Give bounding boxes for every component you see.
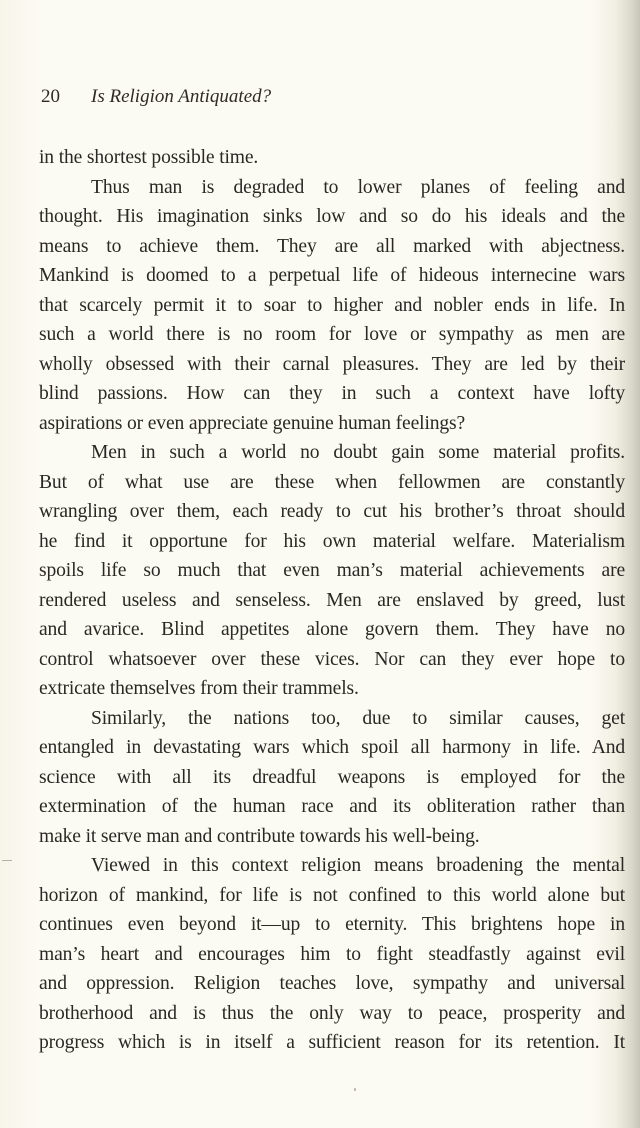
text-line: blind passions. How can they in such a context have lofty [39,383,625,404]
text-line: entangled in devastating wars which spoil all harmony in life. And [39,737,625,758]
running-head [41,86,271,108]
text-line: continues even beyond it—up to eternity. This brightens hope in [39,914,625,935]
text-line: Mankind is doomed to a perpetual life of hideous internecine wars [39,265,625,286]
text-line: such a world there is no room for love or sympathy as men are [39,324,625,345]
text-line: Men in such a world no doubt gain some material profits. [91,442,625,463]
paragraph [39,173,625,439]
text-line: thought. His imagination sinks low and so do his ideals and the [39,206,625,227]
text-line: extricate themselves from their trammels. [39,678,359,699]
paper-speck [354,1088,356,1091]
book-title: Is Religion Antiquated? [91,86,272,107]
text-line: means to achieve them. They are all marked with abjectness. [39,235,625,257]
text-line: But of what use are these when fellowmen are constantly [39,471,625,493]
text-line: control whatsoever over these vices. Nor can they ever hope to [39,648,625,670]
text-line: Viewed in this context religion means broadening the mental [91,855,625,876]
text-line: horizon of mankind, for life is not confined to this world alone but [39,884,625,906]
text-line: progress which is in itself a sufficient reason for its retention. It [39,1032,625,1053]
paragraph [39,704,625,852]
text-line: spoils life so much that even man’s material achievements are [39,560,625,581]
paragraph [39,438,625,704]
text-line: brotherhood and is thus the only way to peace, prosperity and [39,1002,625,1024]
text-line: and oppression. Religion teaches love, sympathy and universal [39,973,625,994]
margin-mark [2,860,12,861]
text-line: that scarcely permit it to soar to higher and nobler ends in life. In [39,294,625,316]
text-line: aspirations or even appreciate genuine human feelings? [39,412,466,434]
paragraph [39,851,625,1058]
paragraph [39,143,625,173]
text-line: wholly obsessed with their carnal pleasures. They are led by their [39,353,625,375]
text-line: make it serve man and contribute towards his well-being. [39,825,480,847]
text-line: rendered useless and senseless. Men are enslaved by greed, lust [39,589,625,611]
page-number: 20 [41,86,60,107]
text-line: science with all its dreadful weapons is employed for the [39,766,625,788]
text-line: extermination of the human race and its obliteration rather than [39,796,625,817]
text-line: man’s heart and encourages him to fight steadfastly against evil [39,943,625,965]
body-text [39,143,625,1058]
text-line: Thus man is degraded to lower planes of feeling and [91,176,625,198]
text-line: Similarly, the nations too, due to similar causes, get [91,707,625,729]
text-line: and avarice. Blind appetites alone govern them. They have no [39,619,625,640]
text-line: in the shortest possible time. [39,147,259,168]
text-line: wrangling over them, each ready to cut his brother’s throat should [39,501,625,522]
text-line: he find it opportune for his own material welfare. Materialism [39,530,625,552]
